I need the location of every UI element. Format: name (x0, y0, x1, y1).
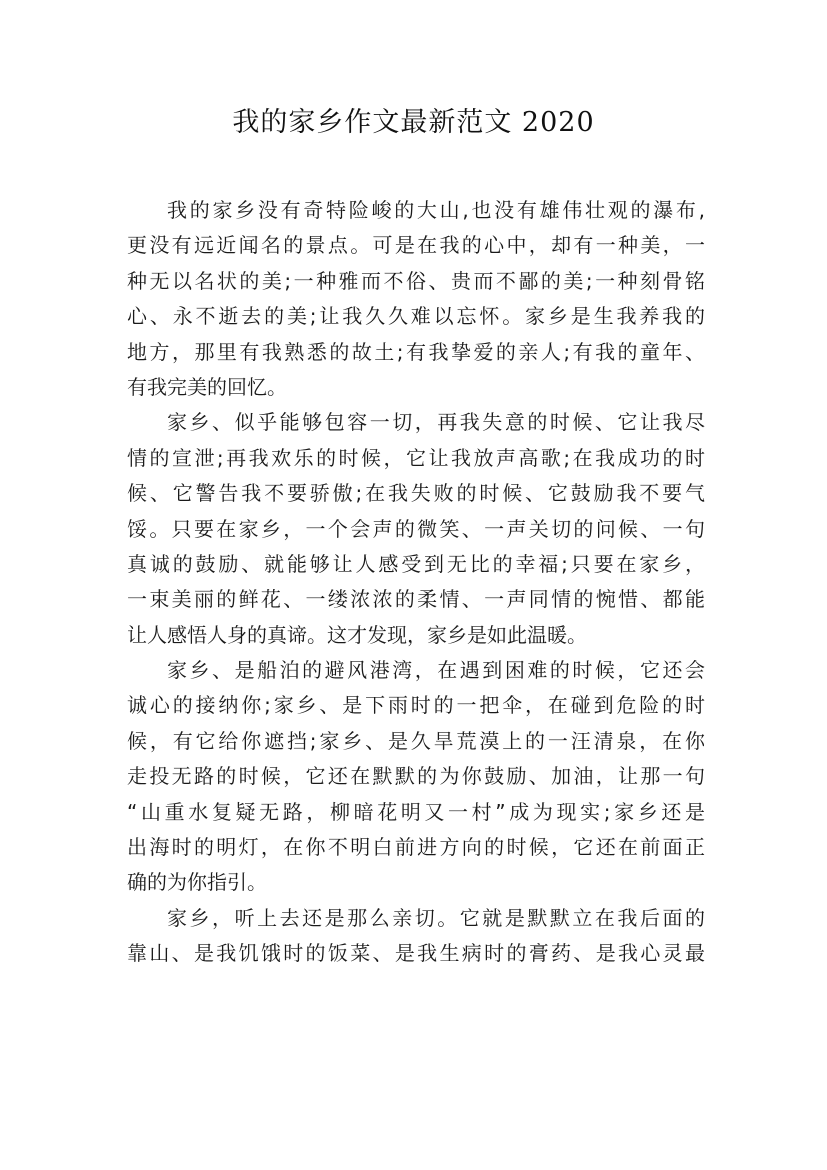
text-line: 心、永不逝去的美;让我久久难以忘怀。家乡是生我养我的 (127, 304, 705, 329)
text-line: 种无以名状的美;一种雅而不俗、贵而不鄙的美;一种刻骨铭 (127, 268, 705, 293)
text-line: 我的家乡没有奇特险峻的大山,也没有雄伟壮观的瀑布, (167, 198, 705, 222)
text-line: “山重水复疑无路，柳暗花明又一村”成为现实;家乡还是 (127, 799, 705, 824)
text-line: 让人感悟人身的真谛。这才发现，家乡是如此温暖。 (127, 622, 587, 647)
text-line: 家乡，听上去还是那么亲切。它就是默默立在我后面的 (167, 905, 705, 930)
text-line: 候，有它给你遮挡;家乡、是久旱荒漠上的一汪清泉，在你 (127, 728, 705, 753)
text-line: 更没有远近闻名的景点。可是在我的心中，却有一种美，一 (127, 233, 705, 258)
text-line: 地方，那里有我熟悉的故土;有我挚爱的亲人;有我的童年、 (127, 339, 705, 364)
text-line: 出海时的明灯，在你不明白前进方向的时候，它还在前面正 (127, 835, 705, 860)
page-title: 我的家乡作文最新范文 2020 (232, 107, 595, 138)
article-body (127, 193, 705, 972)
text-line: 一束美丽的鲜花、一缕浓浓的柔情、一声同情的惋惜、都能 (127, 587, 705, 612)
text-line: 候、它警告我不要骄傲;在我失败的时候、它鼓励我不要气 (127, 481, 705, 506)
text-line: 走投无路的时候，它还在默默的为你鼓励、加油，让那一句 (127, 764, 705, 789)
text-line: 有我完美的回忆。 (127, 374, 287, 399)
text-line: 真诚的鼓励、就能够让人感受到无比的幸福;只要在家乡， (127, 551, 705, 576)
text-line: 家乡、似乎能够包容一切，再我失意的时候、它让我尽 (167, 410, 705, 435)
text-line: 馁。只要在家乡，一个会声的微笑、一声关切的问候、一句 (127, 516, 705, 541)
text-line: 诚心的接纳你;家乡、是下雨时的一把伞，在碰到危险的时 (127, 693, 705, 718)
text-line: 确的为你指引。 (127, 870, 267, 895)
text-line: 情的宣泄;再我欢乐的时候，它让我放声高歌;在我成功的时 (127, 445, 705, 470)
text-line: 靠山、是我饥饿时的饭菜、是我生病时的膏药、是我心灵最 (127, 941, 705, 966)
text-line: 家乡、是船泊的避风港湾，在遇到困难的时候，它还会 (167, 658, 705, 683)
